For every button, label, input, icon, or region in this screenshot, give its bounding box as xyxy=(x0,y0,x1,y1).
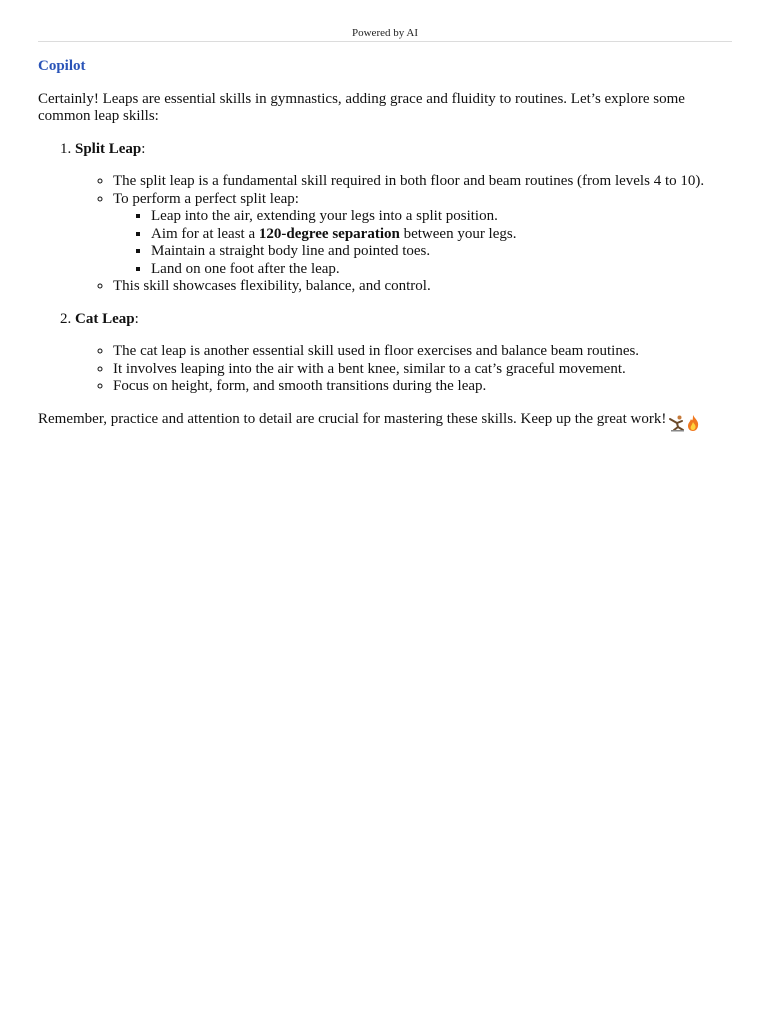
list-item: ▪ Leap into the air, extending your legs into a split position. xyxy=(151,208,732,226)
item-title: Split Leap xyxy=(75,140,142,157)
bold-emphasis: 120-degree separation xyxy=(258,225,400,242)
split-leap-points xyxy=(75,173,732,296)
list-item: ◦ It involves leaping into the air with a bent knee, similar to a cat’s graceful movement. xyxy=(113,361,732,379)
closing-paragraph: Remember, practice and attention to detail are crucial for mastering these skills. Keep up the great work! xyxy=(38,411,732,433)
item-title: Cat Leap xyxy=(75,310,135,327)
list-item-cat-leap xyxy=(75,311,732,396)
list-item: ▪ Aim for at least a 120-degree separation between your legs. xyxy=(151,226,732,244)
response-content xyxy=(38,58,732,432)
list-item: ◦ The cat leap is another essential skill used in floor exercises and balance beam routines. xyxy=(113,343,732,361)
list-item: ◦ This skill showcases flexibility, balance, and control. xyxy=(113,278,732,296)
cat-leap-points xyxy=(75,343,732,396)
list-item: ▪ Land on one foot after the leap. xyxy=(151,261,732,279)
item-heading: 1. Split Leap: xyxy=(75,140,146,157)
powered-by-header xyxy=(38,26,732,42)
author-heading: Copilot xyxy=(38,58,86,74)
leap-skills-list xyxy=(38,141,732,396)
closing-emoji xyxy=(668,414,700,432)
list-item-split-leap xyxy=(75,141,732,296)
list-item: ◦ To perform a perfect split leap: ▪ Leap into the air, extending your legs into a split position. ▪ Aim for at least a 120-degree separation between your legs. ▪ Maintain a straight body line and pointed toes. ▪ Land on one foot after the leap. xyxy=(113,191,732,279)
item-heading: 2. Cat Leap: xyxy=(75,310,139,327)
split-leap-steps xyxy=(113,208,732,278)
list-item: ◦ Focus on height, form, and smooth transitions during the leap. xyxy=(113,378,732,396)
fire-icon xyxy=(686,414,700,432)
list-item: ▪ Maintain a straight body line and pointed toes. xyxy=(151,243,732,261)
intro-paragraph: Certainly! Leaps are essential skills in gymnastics, adding grace and fluidity to routines. Let’s explore some common leap skills: xyxy=(38,90,685,124)
powered-by-label: Powered by AI xyxy=(352,27,418,39)
gymnast-icon xyxy=(668,414,686,432)
list-item: ◦ The split leap is a fundamental skill required in both floor and beam routines (from levels 4 to 10). xyxy=(113,173,732,191)
